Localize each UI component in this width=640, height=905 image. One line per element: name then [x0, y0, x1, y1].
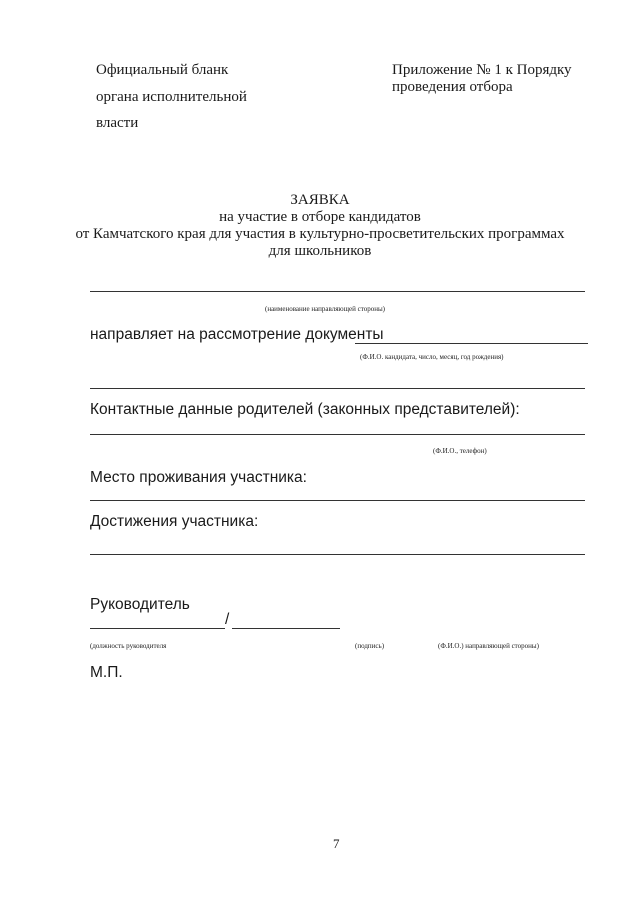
achievements-label: Достижения участника: — [90, 513, 259, 530]
appendix-label-line2: проведения отбора — [392, 79, 513, 95]
candidate-info-line[interactable] — [355, 343, 588, 344]
sender-fio-caption: (Ф.И.О.) направляющей стороны) — [438, 642, 539, 650]
parents-contact-line[interactable] — [90, 434, 585, 435]
parents-contact-label: Контактные данные родителей (законных представителей): — [90, 401, 520, 418]
sender-name-line[interactable] — [90, 291, 585, 292]
residence-label: Место проживания участника: — [90, 469, 307, 486]
letterhead-label-line3: власти — [96, 115, 139, 131]
candidate-info-caption: (Ф.И.О. кандидата, число, месяц, год рождения) — [360, 353, 504, 361]
slash-separator: / — [225, 611, 230, 628]
position-caption: (должность руководителя — [90, 642, 167, 650]
document-title: ЗАЯВКА — [290, 192, 350, 208]
page-number: 7 — [333, 836, 340, 851]
stamp-place-label: М.П. — [90, 664, 123, 681]
head-signature-line[interactable] — [232, 628, 340, 629]
head-position-line[interactable] — [90, 628, 225, 629]
residence-line[interactable] — [90, 500, 585, 501]
letterhead-label-line1: Официальный бланк — [96, 62, 229, 78]
sends-documents-label: направляет на рассмотрение документы — [90, 326, 384, 343]
parents-contact-caption: (Ф.И.О., телефон) — [433, 447, 487, 455]
letterhead-label-line2: органа исполнительной — [96, 89, 247, 105]
appendix-label-line1: Приложение № 1 к Порядку — [392, 62, 572, 78]
head-label: Руководитель — [90, 596, 190, 613]
achievements-line[interactable] — [90, 554, 585, 555]
candidate-info-line-2[interactable] — [90, 388, 585, 389]
signature-caption: (подпись) — [355, 642, 385, 650]
sender-name-caption: (наименование направляющей стороны) — [265, 305, 385, 313]
title-line-3: для школьников — [268, 243, 372, 259]
title-line-2: от Камчатского края для участия в культурно-просветительских программах — [75, 226, 565, 242]
title-line-1: на участие в отборе кандидатов — [219, 209, 421, 225]
